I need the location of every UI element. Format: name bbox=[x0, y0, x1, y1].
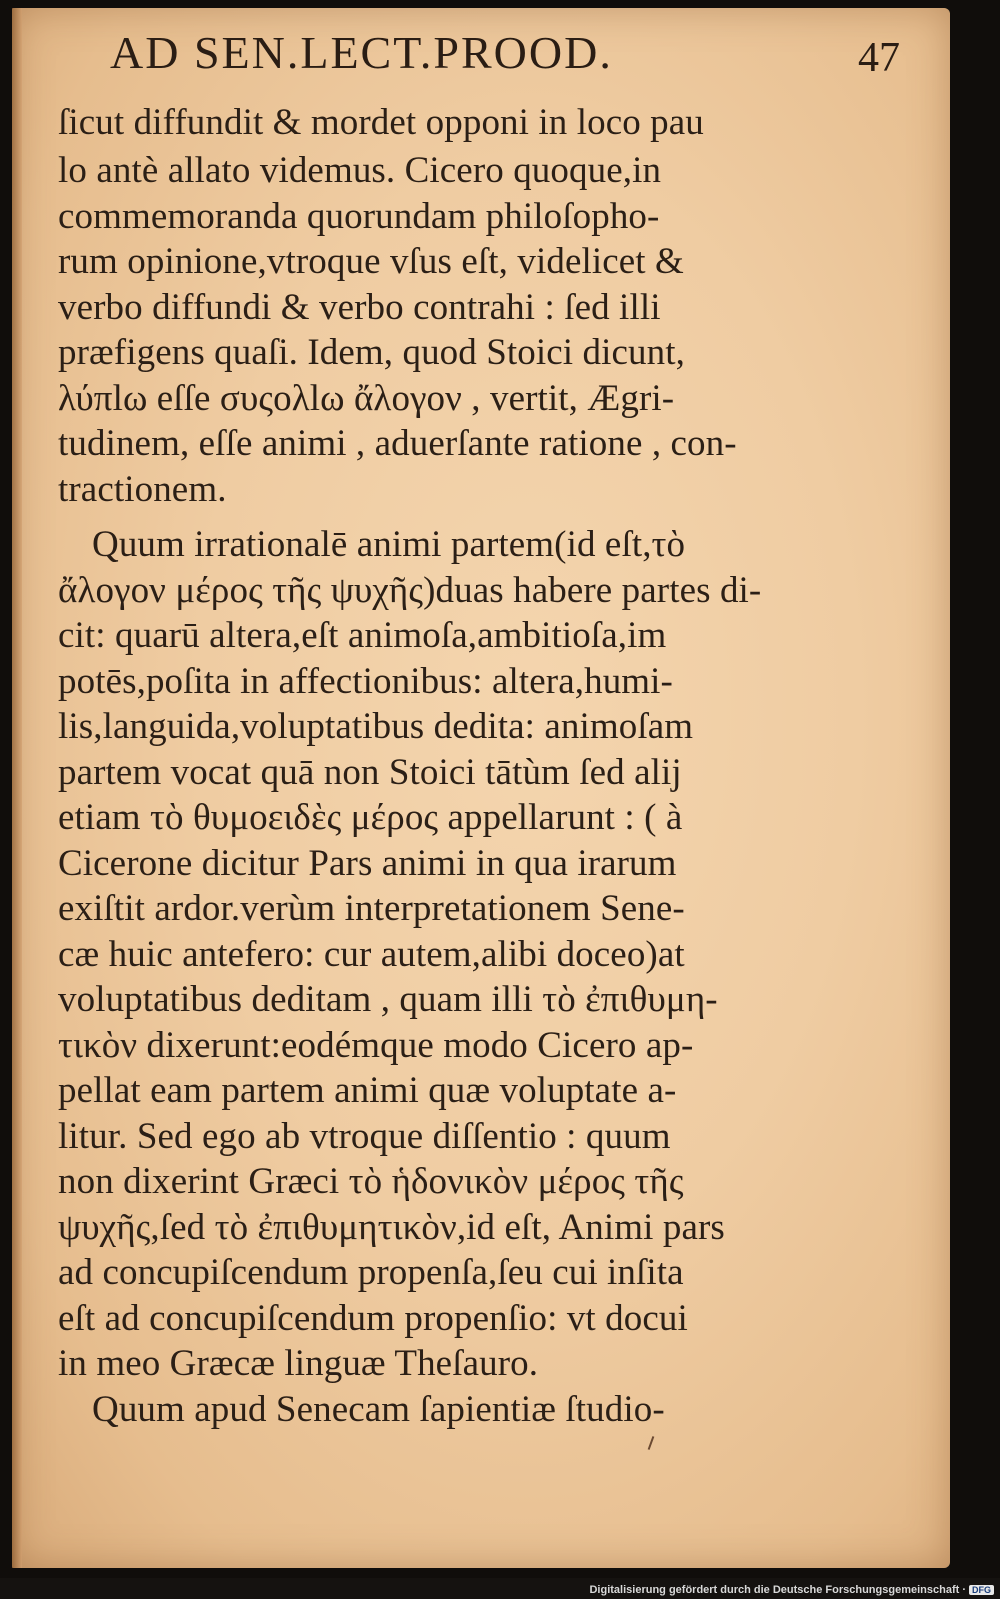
text-line: tudinem, eſſe animi , aduerſante ratione , con- bbox=[58, 423, 737, 464]
text-line: ψυχῆς,ſed τὸ ἐπιθυμητικὸν,id eſt, Animi pars bbox=[58, 1206, 725, 1248]
text-line: λύπlω eſſe συςολlω ἄλογον , vertit, Ægri- bbox=[58, 377, 675, 419]
dfg-logo-icon: DFG bbox=[969, 1585, 994, 1595]
text-line: cæ huic antefero: cur autem,alibi doceo)at bbox=[58, 933, 685, 975]
paragraph-first-line: Quum irrationalē animi partem(id eſt,τὸ bbox=[92, 524, 686, 565]
text-line: præfigens quaſi. Idem, quod Stoici dicunt, bbox=[58, 332, 685, 373]
text-line: partem vocat quā non Stoici tātùm ſed alij bbox=[58, 751, 682, 793]
funding-footer bbox=[589, 1584, 994, 1596]
page-header bbox=[110, 26, 910, 90]
text-line: ἄλογον μέρος τῆς ψυχῆς)duas habere partes di- bbox=[58, 569, 762, 611]
text-line: τικὸν dixerunt:eodémque modo Cicero ap- bbox=[58, 1024, 694, 1066]
text-line: tractionem. bbox=[58, 468, 227, 510]
text-line: rum opinione,vtroque vſus eſt, videlicet & bbox=[58, 241, 684, 282]
text-line: exiſtit ardor.verùm interpretationem Sene- bbox=[58, 888, 685, 929]
text-line: Cicerone dicitur Pars animi in qua irarum bbox=[58, 842, 677, 884]
paragraph-first-line: Quum apud Senecam ſapientiæ ſtudio- bbox=[92, 1388, 665, 1430]
text-line: pellat eam partem animi quæ voluptate a- bbox=[58, 1070, 677, 1111]
text-line: cit: quarū altera,eſt animoſa,ambitioſa,im bbox=[58, 615, 667, 656]
text-line: non dixerint Græci τὸ ἡδονικὸν μέρος τῆς bbox=[58, 1161, 684, 1202]
text-line: commemoranda quorundam philoſopho- bbox=[58, 195, 660, 237]
text-line: etiam τὸ θυμοειδὲς μέρος appellarunt : ( à bbox=[58, 797, 683, 838]
paragraph-gap bbox=[58, 512, 778, 522]
page-number: 47 bbox=[858, 35, 900, 81]
text-line: ad concupiſcendum propenſa,ſeu cui inſita bbox=[58, 1252, 684, 1293]
text-line: lo antè allato videmus. Cicero quoque,in bbox=[58, 150, 662, 191]
text-line: verbo diffundi & verbo contrahi : ſed illi bbox=[58, 286, 661, 328]
page-body bbox=[58, 92, 778, 1432]
text-line: ſicut diffundit & mordet opponi in loco pau bbox=[58, 102, 704, 143]
text-line: in meo Græcæ linguæ Theſauro. bbox=[58, 1343, 539, 1384]
page-gutter-shadow bbox=[12, 8, 22, 1568]
text-line: voluptatibus deditam , quam illi τὸ ἐπιθυμη- bbox=[58, 979, 718, 1020]
running-head: AD SEN.LECT.PROOD. bbox=[110, 27, 613, 78]
text-line: lis,languida,voluptatibus dedita: animoſam bbox=[58, 706, 694, 747]
text-line: eſt ad concupiſcendum propenſio: vt docui bbox=[58, 1297, 688, 1339]
text-line: potēs,poſita in affectionibus: altera,humi- bbox=[58, 660, 673, 702]
text-line: litur. Sed ego ab vtroque diſſentio : quum bbox=[58, 1115, 671, 1157]
funding-note: Digitalisierung gefördert durch die Deutsche Forschungsgemeinschaft · bbox=[589, 1584, 966, 1596]
